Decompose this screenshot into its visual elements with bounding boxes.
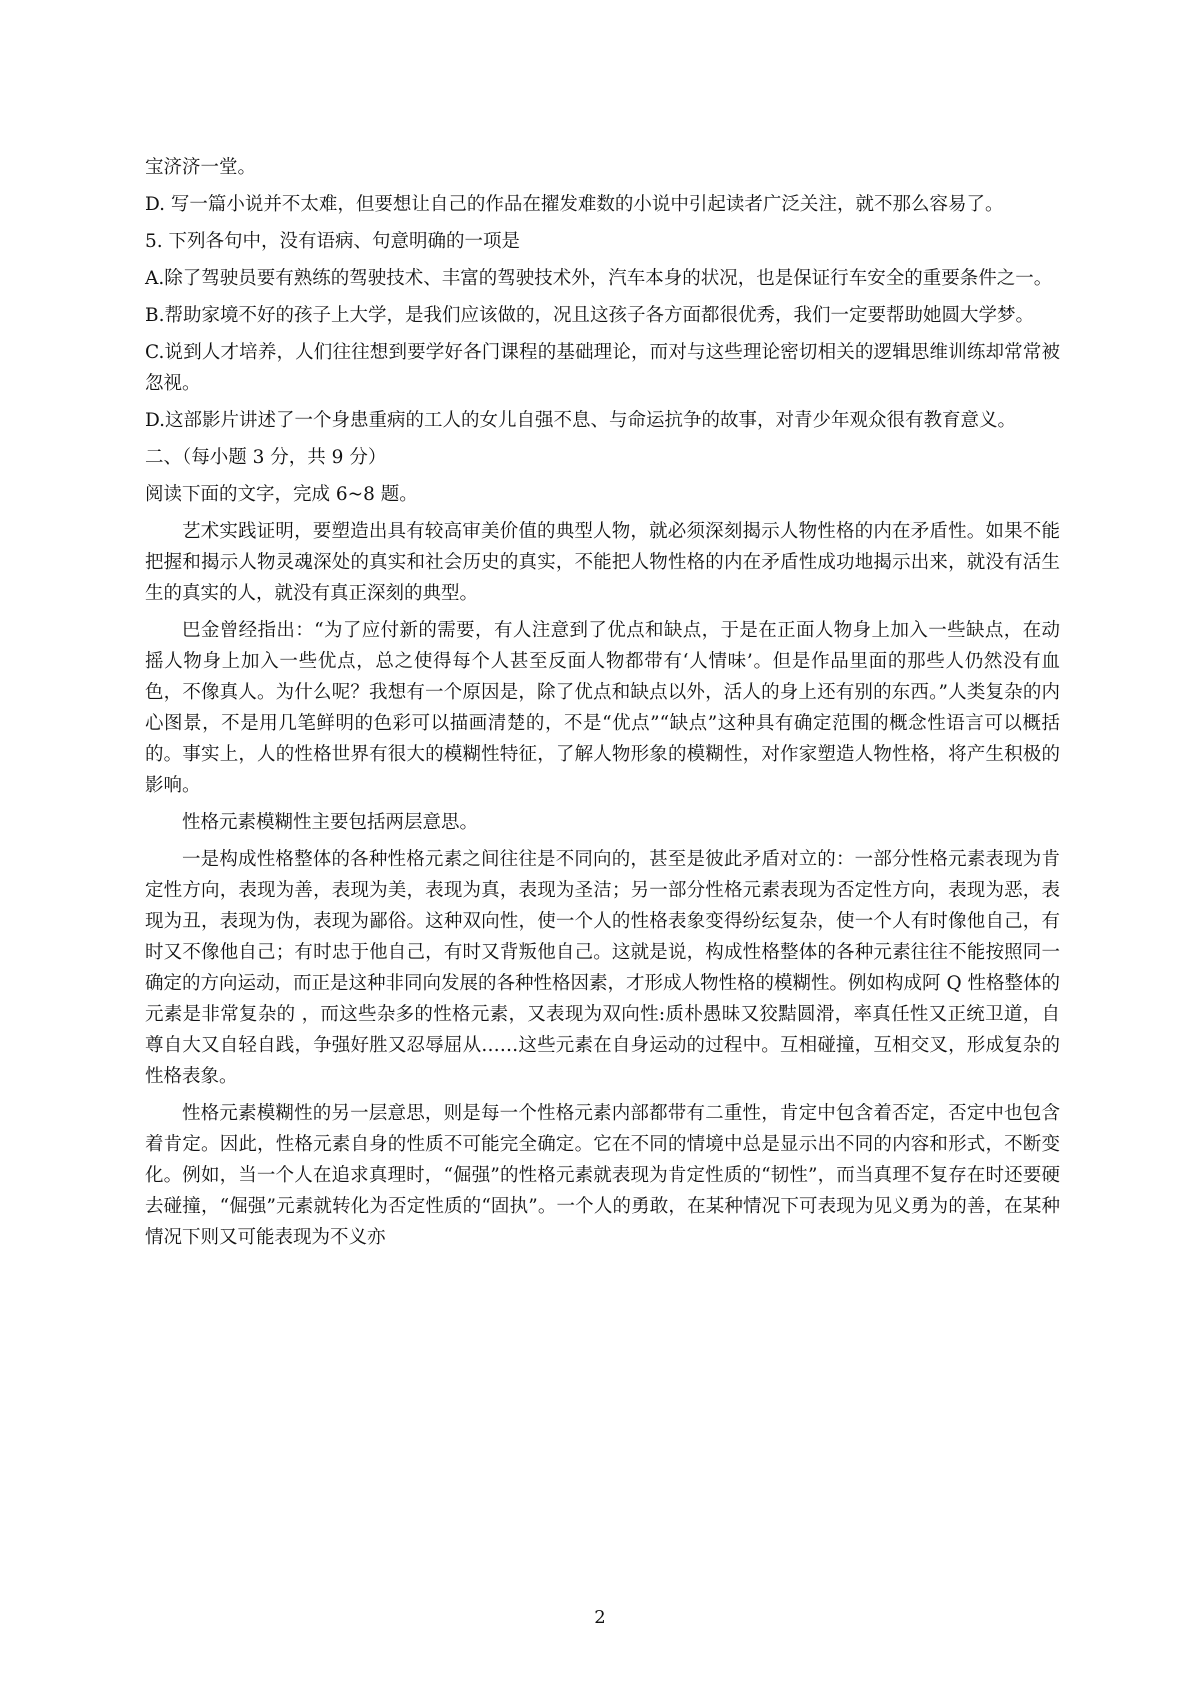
text-line-1: 宝济济一堂。 bbox=[145, 157, 257, 178]
question-5-option-b: B.帮助家境不好的孩子上大学，是我们应该做的，况且这孩子各方面都很优秀，我们一定要帮助她圆大学梦。 bbox=[145, 305, 1034, 326]
question-5-option-d: D.这部影片讲述了一个身患重病的工人的女儿自强不息、与命运抗争的故事，对青少年观众很有教育意义。 bbox=[145, 410, 1017, 431]
passage-paragraph-4: 一是构成性格整体的各种性格元素之间往往是不同向的，甚至是彼此矛盾对立的：一部分性格元素表现为肯定性方向，表现为善，表现为美，表现为真，表现为圣洁；另一部分性格元素表现为否定性方向，表现为恶，表现为丑，表现为伪，表现为鄙俗。这种双向性，使一个人的性格表象变得纷纭复杂，使一个人有时像他自己，有时又不像他自己；有时忠于他自己，有时又背叛他自己。这就是说，构成性格整体的各种元素往往不能按照同一确定的方向运动，而正是这种非同向发展的各种性格因素，才形成人物性格的模糊性。例如构成阿 Q 性格整体的元素是非常复杂的 ，而这些杂多的性格元素，又表现为双向性:质朴愚昧又狡黠圆滑，率真任性又正统卫道，自尊自大又自轻自践，争强好胜又忍辱屈从……这些元素在自身运动的过程中。互相碰撞，互相交叉，形成复杂的性格表象。 bbox=[145, 849, 1060, 1087]
question-5-stem: 5. 下列各句中，没有语病、句意明确的一项是 bbox=[145, 231, 521, 252]
document-page bbox=[145, 152, 1060, 1259]
passage-paragraph-5: 性格元素模糊性的另一层意思，则是每一个性格元素内部都带有二重性，肯定中包含着否定，否定中也包含着肯定。因此，性格元素自身的性质不可能完全确定。它在不同的情境中总是显示出不同的内容和形式，不断变化。例如，当一个人在追求真理时，“倔强”的性格元素就表现为肯定性质的“韧性”，而当真理不复存在时还要硬去碰撞，“倔强”元素就转化为否定性质的“固执”。一个人的勇敢，在某种情况下可表现为见义勇为的善，在某种情况下则又可能表现为不义亦 bbox=[145, 1103, 1060, 1248]
section-two-heading: 二、（每小题 3 分，共 9 分） bbox=[145, 447, 387, 468]
question-5-option-c: C.说到人才培养，人们往往想到要学好各门课程的基础理论，而对与这些理论密切相关的逻辑思维训练却常常被忽视。 bbox=[145, 342, 1060, 394]
option-d-line: D. 写一篇小说并不太难，但要想让自己的作品在擢发难数的小说中引起读者广泛关注，就不那么容易了。 bbox=[145, 194, 1004, 215]
question-5-option-a: A.除了驾驶员要有熟练的驾驶技术、丰富的驾驶技术外，汽车本身的状况，也是保证行车安全的重要条件之一。 bbox=[145, 268, 1053, 289]
passage-paragraph-2: 巴金曾经指出：“为了应付新的需要，有人注意到了优点和缺点，于是在正面人物身上加入一些缺点，在动摇人物身上加入一些优点，总之使得每个人甚至反面人物都带有‘人情味’。但是作品里面的那些人仍然没有血色，不像真人。为什么呢？我想有一个原因是，除了优点和缺点以外，活人的身上还有别的东西。”人类复杂的内心图景，不是用几笔鲜明的色彩可以描画清楚的，不是“优点”“缺点”这种具有确定范围的概念性语言可以概括的。事实上，人的性格世界有很大的模糊性特征，了解人物形象的模糊性，对作家塑造人物性格，将产生积极的影响。 bbox=[145, 620, 1060, 796]
passage-paragraph-1: 艺术实践证明，要塑造出具有较高审美价值的典型人物，就必须深刻揭示人物性格的内在矛盾性。如果不能把握和揭示人物灵魂深处的真实和社会历史的真实，不能把人物性格的内在矛盾性成功地揭示出来，就没有活生生的真实的人，就没有真正深刻的典型。 bbox=[145, 521, 1060, 604]
passage-paragraph-3: 性格元素模糊性主要包括两层意思。 bbox=[182, 812, 479, 833]
page-number: 2 bbox=[594, 1607, 606, 1628]
reading-instruction: 阅读下面的文字，完成 6~8 题。 bbox=[145, 484, 418, 505]
